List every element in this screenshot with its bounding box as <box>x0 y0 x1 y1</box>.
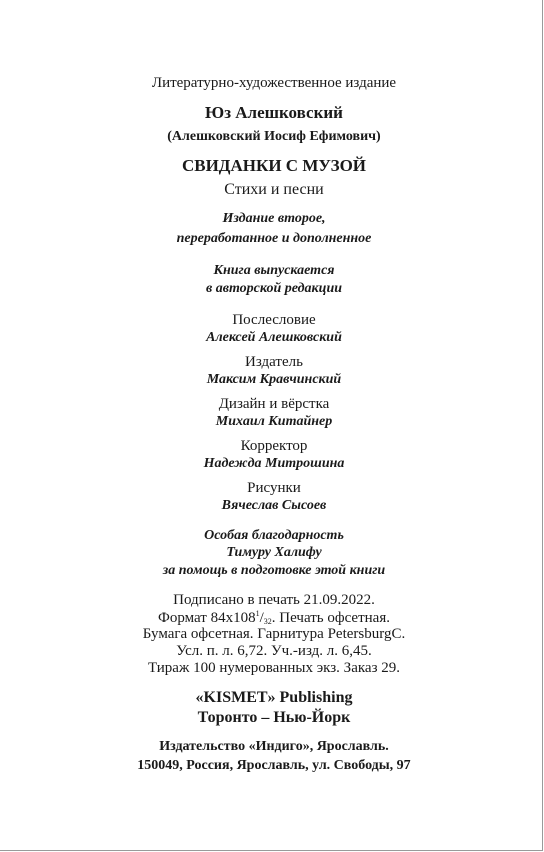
credit-role-proofreader: Корректор <box>240 438 308 454</box>
publisher-name: «KISMET» Publishing <box>195 689 353 706</box>
credit-role-illustrations: Рисунки <box>247 480 301 496</box>
editorial-note-line-2: в авторской редакции <box>205 281 343 296</box>
credit-role-publisher: Издатель <box>245 354 303 370</box>
thanks-line-1: Особая благодарность <box>204 528 344 543</box>
author-full-name: (Алешковский Иосиф Ефимович) <box>167 129 381 144</box>
print-run: Тираж 100 нумерованных экз. Заказ 29. <box>147 660 400 676</box>
edition-note-line-2: переработанное и дополненное <box>176 231 372 246</box>
print-format <box>0 610 544 626</box>
print-paper: Бумага офсетная. Гарнитура PetersburgC. <box>142 626 406 642</box>
credit-name-design: Михаил Китайнер <box>215 414 333 429</box>
author-name: Юз Алешковский <box>205 103 343 122</box>
publisher-cities: Торонто – Нью-Йорк <box>197 709 351 726</box>
credit-name-afterword: Алексей Алешковский <box>206 330 342 345</box>
credit-name-proofreader: Надежда Митрошина <box>203 456 345 471</box>
editorial-note-line-1: Книга выпускается <box>213 263 335 278</box>
thanks-line-3: за помощь в подготовке этой книги <box>162 563 386 578</box>
credit-name-publisher: Максим Кравчинский <box>206 372 342 387</box>
book-subtitle: Стихи и песни <box>224 181 324 198</box>
credit-role-afterword: Послесловие <box>232 312 316 328</box>
printer-name: Издательство «Индиго», Ярославль. <box>159 739 389 754</box>
format-suffix: . Печать офсетная. <box>271 610 390 626</box>
book-title: СВИДАНКИ С МУЗОЙ <box>181 156 367 175</box>
credit-role-design: Дизайн и вёрстка <box>218 396 330 412</box>
print-signed-date: Подписано в печать 21.09.2022. <box>173 592 375 608</box>
format-denominator: 32 <box>263 617 272 626</box>
thanks-line-2: Тимуру Халифу <box>226 545 322 560</box>
format-slash: / <box>259 610 264 626</box>
format-prefix: Формат 84х108 <box>158 610 256 626</box>
edition-note-line-1: Издание второе, <box>222 211 326 226</box>
printer-address: 150049, Россия, Ярославль, ул. Свободы, 97 <box>137 758 411 773</box>
format-numerator: 1 <box>255 609 260 618</box>
edition-type: Литературно-художественное издание <box>151 75 397 91</box>
credit-name-illustrations: Вячеслав Сысоев <box>221 498 327 513</box>
print-sheets: Усл. п. л. 6,72. Уч.-изд. л. 6,45. <box>176 643 372 659</box>
